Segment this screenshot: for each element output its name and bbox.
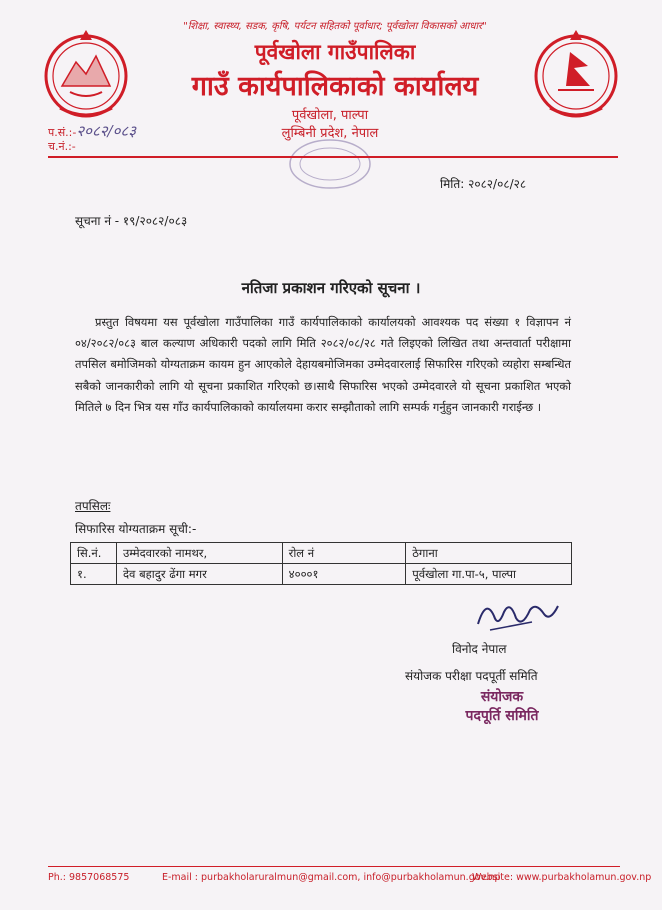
handwritten-signature: [472, 594, 562, 634]
footer-website: Website: www.purbakholamun.gov.np: [472, 872, 652, 883]
table-header-row: [71, 543, 572, 564]
dispatch-number-label: च.नं.:-: [48, 140, 76, 153]
annex-label: तपसिलः: [75, 499, 111, 513]
seal-line-2: पदपूर्ति समिति: [465, 708, 539, 724]
committee-seal: [442, 688, 562, 726]
reference-label: प.सं.:-: [48, 126, 77, 139]
column-header: रोल नं: [282, 543, 406, 564]
header-divider: [48, 156, 618, 158]
column-header: सि.नं.: [71, 543, 117, 564]
office-stamp: [285, 136, 375, 192]
footer-divider: [48, 866, 620, 867]
notice-body: प्रस्तुत विषयमा यस पूर्वखोला गाउँपालिका गाउँ कार्यपालिकाको कार्यालयको आवश्यक पद संख्या १ विज्ञापन नं ०४/२०८२/०८३ बाल कल्याण अधिकारी पदको लागि मिति २०८२/०८/२८ गते लिइएको लिखित तथा अन्तवार्ता परीक्षामा तपसिल बमोजिमको योग्यताक्रम कायम हुन आएकोले देहायबमोजिमका उम्मेदवारलाई सिफारिस गरिएको व्यहोरा सम्बन्धित सबैको जानकारीको लागि यो सूचना प्रकाशित गरिएको छ।साथै सिफारिस भएको उम्मेदवारले यो सूचना प्रकाशित भएको मितिले ७ दिन भित्र यस गाँउ कार्यपालिकाको कार्यालयमा करार सम्झौताको लागि सम्पर्क गर्नुहुन जानकारी गराईन्छ ।: [75, 315, 571, 414]
table-cell: पूर्वखोला गा.पा-५, पाल्पा: [406, 564, 572, 585]
nepal-emblem-icon: [40, 26, 132, 126]
nepal-emblem-icon: [530, 26, 622, 126]
notice-title: नतिजा प्रकाशन गरिएको सूचना ।: [241, 279, 421, 297]
address-line-2: लुम्बिनी प्रदेश, नेपाल: [281, 126, 379, 141]
reference-value: २०८२/०८३: [76, 122, 137, 140]
table-cell: ४०००१: [282, 564, 406, 585]
merit-list-table: [70, 542, 572, 585]
merit-list-label: सिफारिस योग्यताक्रम सूची:-: [75, 522, 197, 536]
table-cell: १.: [71, 564, 117, 585]
address-line-1: पूर्वखोला, पाल्पा: [291, 108, 369, 123]
footer-email: E-mail : purbakholaruralmun@gmail.com, info@purbakholamun.gov.np: [162, 872, 501, 883]
slogan: "शिक्षा, स्वास्थ्य, सडक, कृषि, पर्यटन सहितको पूर्वाधार; पूर्वखोला विकासको आधार": [183, 21, 487, 32]
seal-line-1: संयोजक: [480, 689, 524, 705]
table-cell: देव बहादुर ढेंगा मगर: [116, 564, 282, 585]
office-name: पूर्वखोला गाउँपालिका: [254, 40, 416, 64]
column-header: उम्मेदवारको नामथर,: [116, 543, 282, 564]
signatory-name: विनोद नेपाल: [452, 642, 507, 656]
column-header: ठेगाना: [406, 543, 572, 564]
signatory-role: संयोजक परीक्षा पदपूर्ती समिति: [405, 669, 538, 683]
table-row: [71, 564, 572, 585]
notice-number: सूचना नं - १९/२०८२/०८३: [75, 214, 188, 228]
notice-date: मिति: २०८२/०८/२८: [440, 177, 527, 191]
reference-number: [48, 121, 136, 141]
footer-phone: Ph.: 9857068575: [48, 872, 130, 883]
office-title: गाउँ कार्यपालिकाको कार्यालय: [191, 71, 479, 102]
